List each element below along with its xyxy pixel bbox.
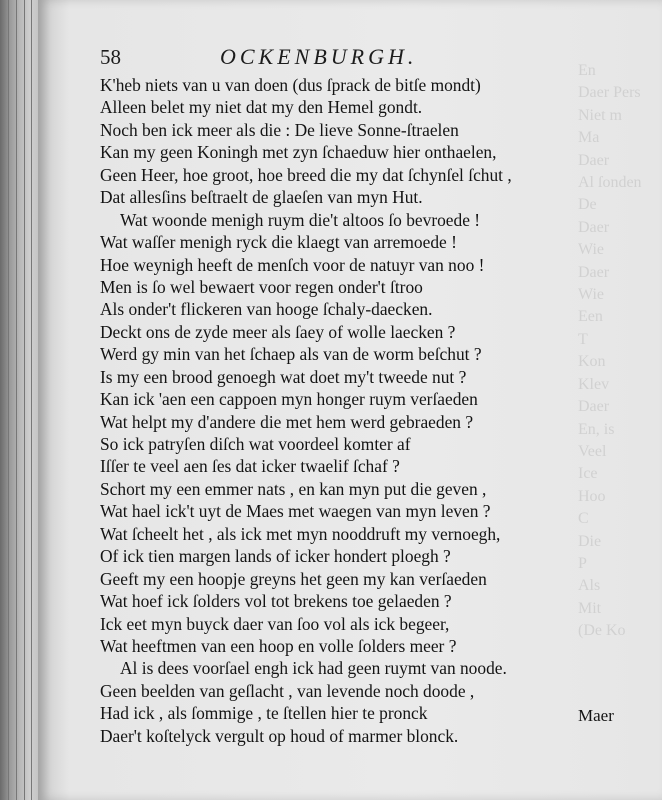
text-line: Daer't koſtelyck vergult op houd of marmer blonck.: [100, 725, 459, 746]
text-line: Wat waſſer menigh ryck die klaegt van arremoede !: [100, 232, 457, 253]
text-line: Dat allesſins beſtraelt de glaeſen van myn Hut.: [100, 187, 423, 208]
page-edge: [8, 0, 9, 800]
text-line: Noch ben ick meer als die : De lieve Sonne-ſtraelen: [100, 119, 459, 140]
text-line: Wat hoef ick ſolders vol tot brekens toe gelaeden ?: [100, 591, 452, 612]
poem-text: [100, 74, 620, 747]
book-binding: [0, 0, 40, 800]
text-line: Iſſer te veel aen ſes dat icker twaelif ſchaf ?: [100, 456, 400, 477]
catchword: Maer: [578, 706, 614, 725]
text-line: Wat heeftmen van een hoop en volle ſolders meer ?: [100, 635, 457, 656]
text-line: Kan my geen Koningh met zyn ſchaeduw hier onthaelen,: [100, 142, 497, 163]
text-line: Schort my een emmer nats , en kan myn put die geven ,: [100, 478, 487, 499]
show-through-texture: En Daer Pers Niet m Ma Daer Al ſonden De Daer Wie Daer Wie Een T Kon Klev Daer En, is Veel Ice Hoo C Die P Als Mit (De Ko: [578, 62, 642, 640]
text-line: Geeft my een hoopje greyns het geen my kan verſaeden: [100, 568, 487, 589]
text-line: Al is dees voorſael engh ick had geen ruymt van noode.: [120, 658, 507, 679]
text-line: Alleen belet my niet dat my den Hemel gondt.: [100, 97, 423, 118]
text-line: Ick eet myn buyck daer van ſoo vol als ick begeer,: [100, 613, 450, 634]
text-line: Kan ick 'aen een cappoen myn honger ruym verſaeden: [100, 389, 478, 410]
text-line: Werd gy min van het ſchaep als van de worm beſchut ?: [100, 344, 482, 365]
text-line: Wat hael ick't uyt de Maes met waegen van myn leven ?: [100, 501, 491, 522]
text-line: So ick patryſen diſch wat voordeel komter af: [100, 434, 411, 454]
page-edge: [31, 0, 32, 800]
page-number: 58: [100, 45, 121, 69]
running-title: OCKENBURGH.: [220, 44, 418, 69]
text-line: Geen beelden van geſlacht , van levende noch doode ,: [100, 680, 475, 701]
page-edge: [16, 0, 17, 800]
text-line: Had ick , als ſommige , te ſtellen hier te pronck: [100, 703, 428, 724]
page-header: [100, 45, 580, 71]
text-line: Hoe weynigh heeft de menſch voor de natuyr van noo !: [100, 254, 485, 275]
text-line: Wat helpt my d'andere die met hem werd gebraeden ?: [100, 411, 474, 432]
text-line: Geen Heer, hoe groot, hoe breed die my dat ſchynſel ſchut ,: [100, 164, 512, 185]
text-line: Is my een brood genoegh wat doet my't tweede nut ?: [100, 366, 467, 387]
text-line: Wat woonde menigh ruym die't altoos ſo bevroede !: [120, 209, 481, 230]
text-line: Men is ſo wel bewaert voor regen onder't ſtroo: [100, 276, 423, 297]
text-line: K'heb niets van u van doen (dus ſprack de bitſe mondt): [100, 75, 481, 95]
page-edge: [24, 0, 25, 800]
text-line: Deckt ons de zyde meer als ſaey of wolle laecken ?: [100, 321, 456, 342]
text-line: Of ick tien margen lands of icker hondert ploegh ?: [100, 546, 451, 567]
text-line: Wat ſcheelt het , als ick met myn nooddruft my vernoegh,: [100, 523, 501, 544]
text-line: Als onder't flickeren van hooge ſchaly-daecken.: [100, 299, 433, 320]
